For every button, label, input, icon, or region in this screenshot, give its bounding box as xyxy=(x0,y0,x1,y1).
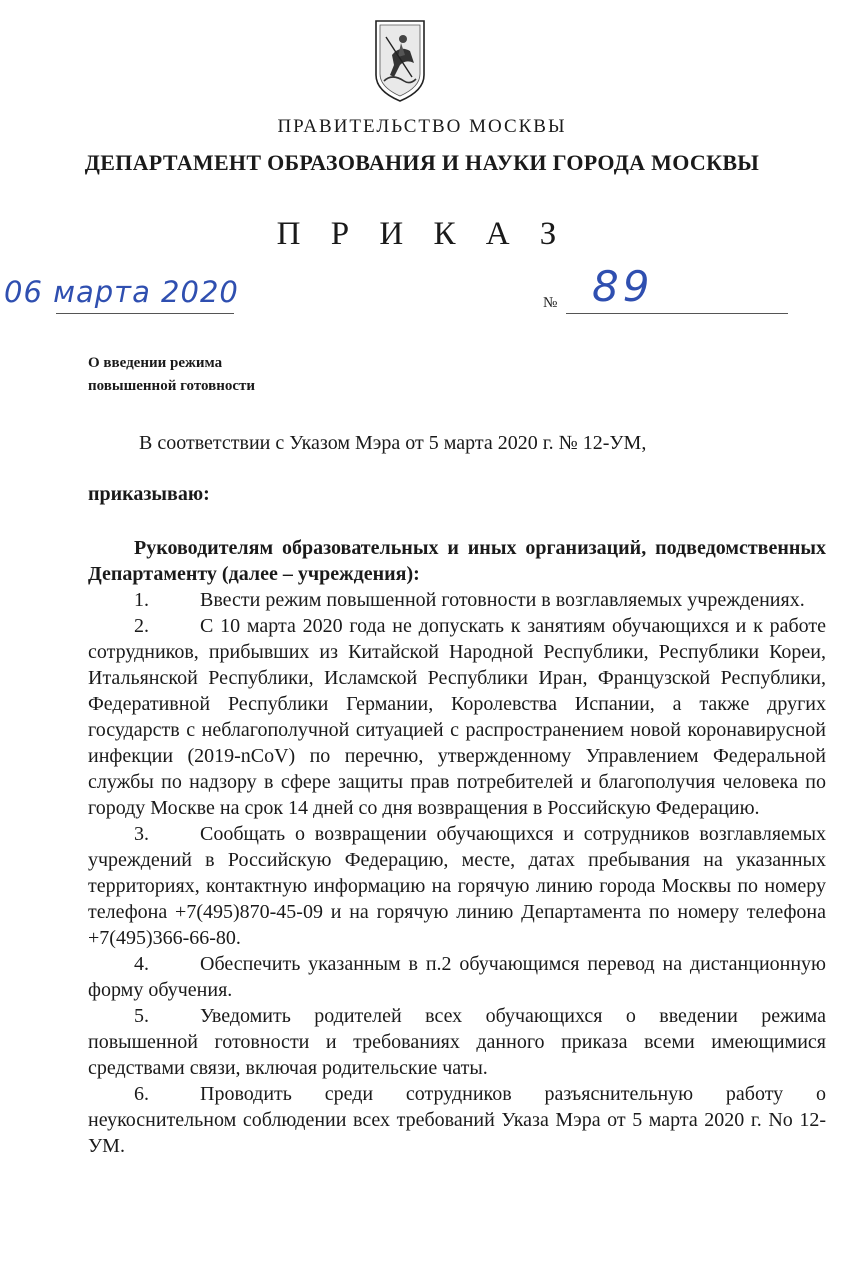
order-number: 89 xyxy=(592,262,654,311)
item-number: 5. xyxy=(134,1005,149,1027)
legal-basis: В соответствии с Указом Мэра от 5 марта 2020 г. № 12-УМ, xyxy=(139,432,647,454)
list-item xyxy=(88,1081,826,1159)
list-item xyxy=(88,587,826,613)
list-item xyxy=(88,821,826,951)
order-body xyxy=(88,535,826,1159)
lead-paragraph: Руководителям образовательных и иных организаций, подведомственных Департаменту (далее – учреждения): xyxy=(88,537,826,585)
subject-line-2: повышенной готовности xyxy=(88,378,256,394)
number-underline xyxy=(566,313,788,314)
item-number: 6. xyxy=(134,1083,149,1105)
list-item xyxy=(88,613,826,821)
document-type: П Р И К А З xyxy=(276,216,568,252)
date-underline xyxy=(56,313,234,314)
item-number: 1. xyxy=(134,589,149,611)
government-name: ПРАВИТЕЛЬСТВО МОСКВЫ xyxy=(277,116,567,137)
order-subject xyxy=(88,352,255,398)
number-sign: № xyxy=(543,295,558,311)
item-text: Ввести режим повышенной готовности в возглавляемых учреждениях. xyxy=(200,589,805,611)
item-text: Проводить среди сотрудников разъяснительную работу о неукоснительном соблюдении всех требований Указа Мэра от 5 марта 2020 г. No 12-УМ. xyxy=(88,1083,826,1157)
item-number: 2. xyxy=(134,615,149,637)
item-text: С 10 марта 2020 года не допускать к занятиям обучающихся и к работе сотрудников, прибывших из Китайской Народной Республики, Республики Кореи, Итальянской Республики, Исламской Республики Иран, Французской Республики, Федеративной Республики Германии, Королевства Испании, а также других государств с неблагополучной ситуацией с распространением новой коронавирусной инфекции (2019-nCoV) по перечню, утвержденному Управлением Федеральной службы по надзору в сфере защиты прав потребителей и благополучия человека по городу Москве на срок 14 дней со дня возвращения в Российскую Федерацию. xyxy=(88,615,826,819)
moscow-coat-of-arms-icon xyxy=(370,15,430,105)
department-name: ДЕПАРТАМЕНТ ОБРАЗОВАНИЯ И НАУКИ ГОРОДА МОСКВЫ xyxy=(84,150,760,175)
list-item xyxy=(88,1003,826,1081)
item-number: 4. xyxy=(134,953,149,975)
order-word: приказываю: xyxy=(88,483,210,505)
item-text: Обеспечить указанным в п.2 обучающимся перевод на дистанционную форму обучения. xyxy=(88,953,826,1001)
item-text: Уведомить родителей всех обучающихся о введении режима повышенной готовности и требованиях данного приказа всеми имеющимися средствами связи, включая родительские чаты. xyxy=(88,1005,826,1079)
subject-line-1: О введении режима xyxy=(88,355,223,371)
order-date: 06 марта 2020 xyxy=(4,275,239,309)
item-text: Сообщать о возвращении обучающихся и сотрудников возглавляемых учреждений в Российскую Федерацию, месте, датах пребывания на указанных территориях, контактную информацию на горячую линию города Москвы по номеру телефона +7(495)870-45-09 и на горячую линию Департамента по номеру телефона +7(495)366-66-80. xyxy=(88,823,826,949)
item-number: 3. xyxy=(134,823,149,845)
list-item xyxy=(88,951,826,1003)
